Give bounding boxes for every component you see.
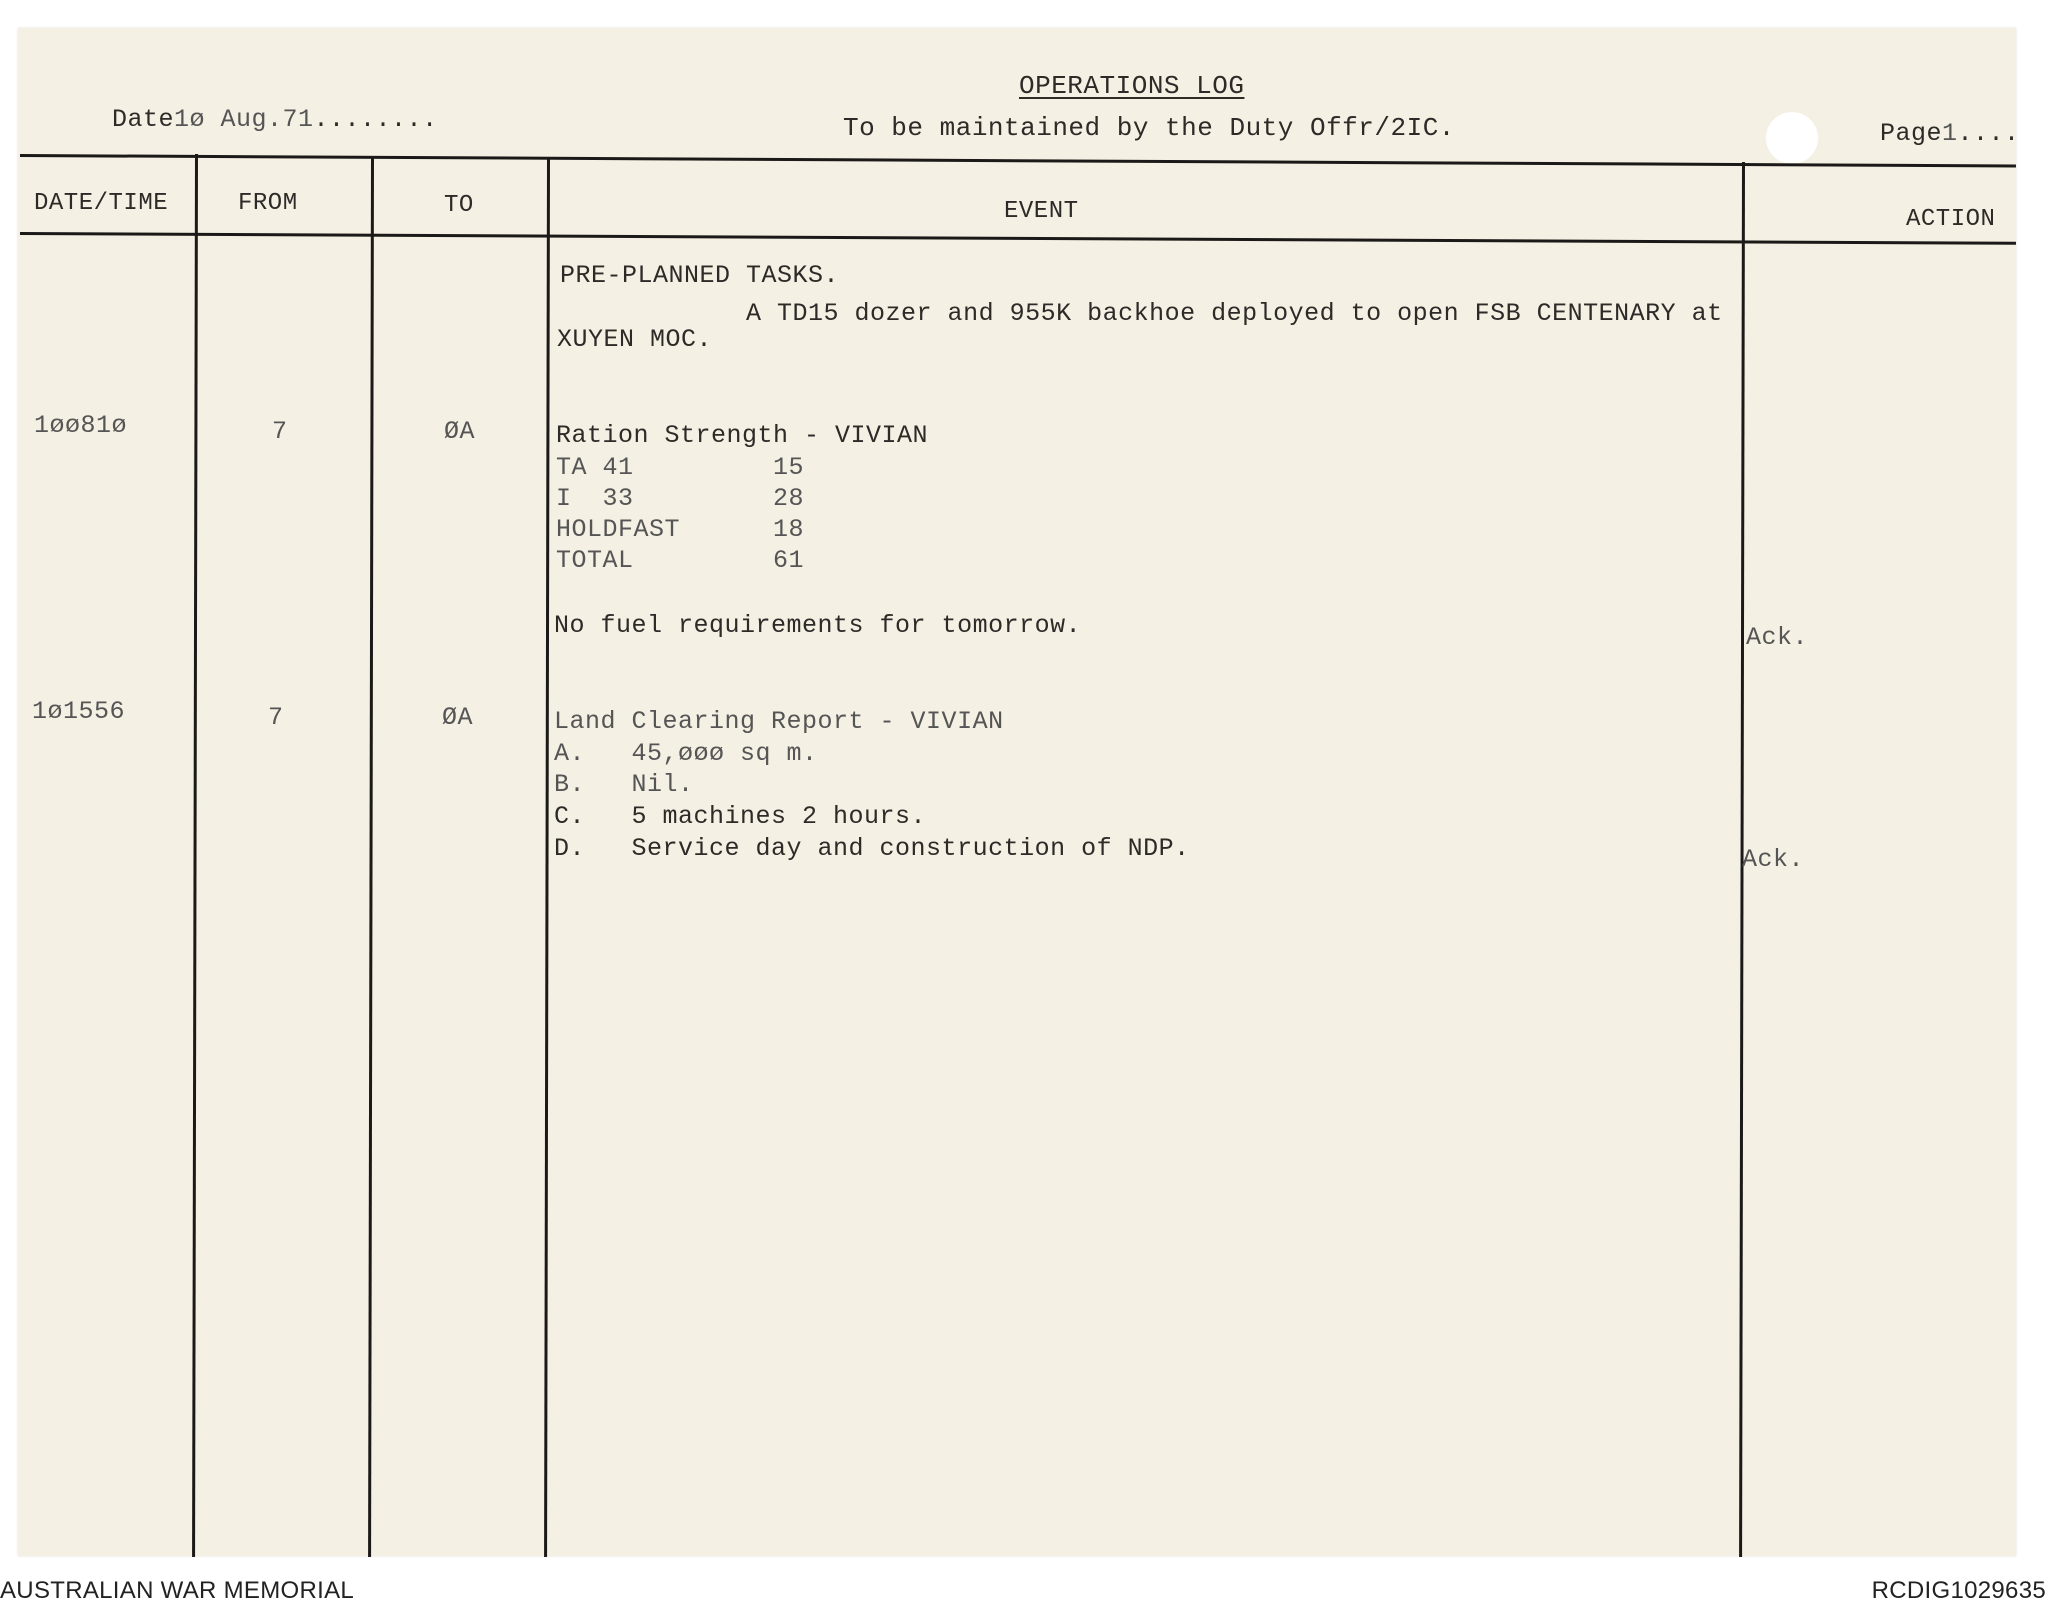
entry-event-line: PRE-PLANNED TASKS.: [560, 261, 840, 290]
column-header-action: ACTION: [1906, 206, 1996, 233]
date-dots: ........: [313, 105, 438, 134]
page-number: 1: [1942, 119, 1958, 148]
column-header-to: TO: [444, 192, 474, 219]
entry-event-line: TA 41 15: [556, 453, 805, 482]
date-value: 1ø Aug.71: [174, 105, 314, 134]
entry-event-line: HOLDFAST 18: [556, 515, 805, 544]
page-label: Page: [1880, 119, 1943, 148]
entry-event-line: C. 5 machines 2 hours.: [554, 802, 927, 831]
entry-from: 7: [272, 417, 288, 446]
column-header-event: EVENT: [1004, 198, 1079, 225]
entry-from: 7: [268, 703, 284, 732]
page-title: OPERATIONS LOG: [1019, 71, 1245, 101]
punch-hole: [1766, 112, 1818, 164]
entry-datetime: 1øø81ø: [34, 411, 128, 440]
page-dots: ....: [1957, 119, 2020, 148]
entry-event-line: No fuel requirements for tomorrow.: [554, 611, 1082, 640]
page-subtitle: To be maintained by the Duty Offr/2IC.: [843, 113, 1455, 143]
date-label: Date: [112, 105, 175, 134]
column-header-datetime: DATE/TIME: [34, 190, 169, 217]
entry-event-line: Land Clearing Report - VIVIAN: [554, 707, 1004, 736]
log-sheet: [18, 28, 2016, 1556]
footer-archive-name: AUSTRALIAN WAR MEMORIAL: [0, 1577, 355, 1604]
entry-event-line: D. Service day and construction of NDP.: [554, 834, 1190, 863]
entry-action: Ack.: [1746, 623, 1809, 652]
entry-event-line: B. Nil.: [554, 770, 694, 799]
entry-event-line: A. 45,øøø sq m.: [554, 739, 818, 768]
entry-event-line: TOTAL 61: [556, 546, 805, 575]
entry-datetime: 1ø1556: [32, 697, 126, 726]
entry-event-line: I 33 28: [556, 484, 805, 513]
page-number-field: [1880, 118, 2020, 150]
entry-event-line: A TD15 dozer and 955K backhoe deployed to open FSB CENTENARY at: [560, 299, 1723, 328]
footer-record-id: RCDIG1029635: [1871, 1577, 2046, 1604]
entry-action: Ack.: [1742, 845, 1805, 874]
date-field: [112, 104, 438, 136]
entry-to: ØA: [444, 417, 476, 446]
column-header-from: FROM: [238, 190, 298, 217]
entry-event-line: Ration Strength - VIVIAN: [556, 421, 929, 450]
entry-event-line: XUYEN MOC.: [557, 325, 713, 354]
entry-to: ØA: [442, 703, 474, 732]
